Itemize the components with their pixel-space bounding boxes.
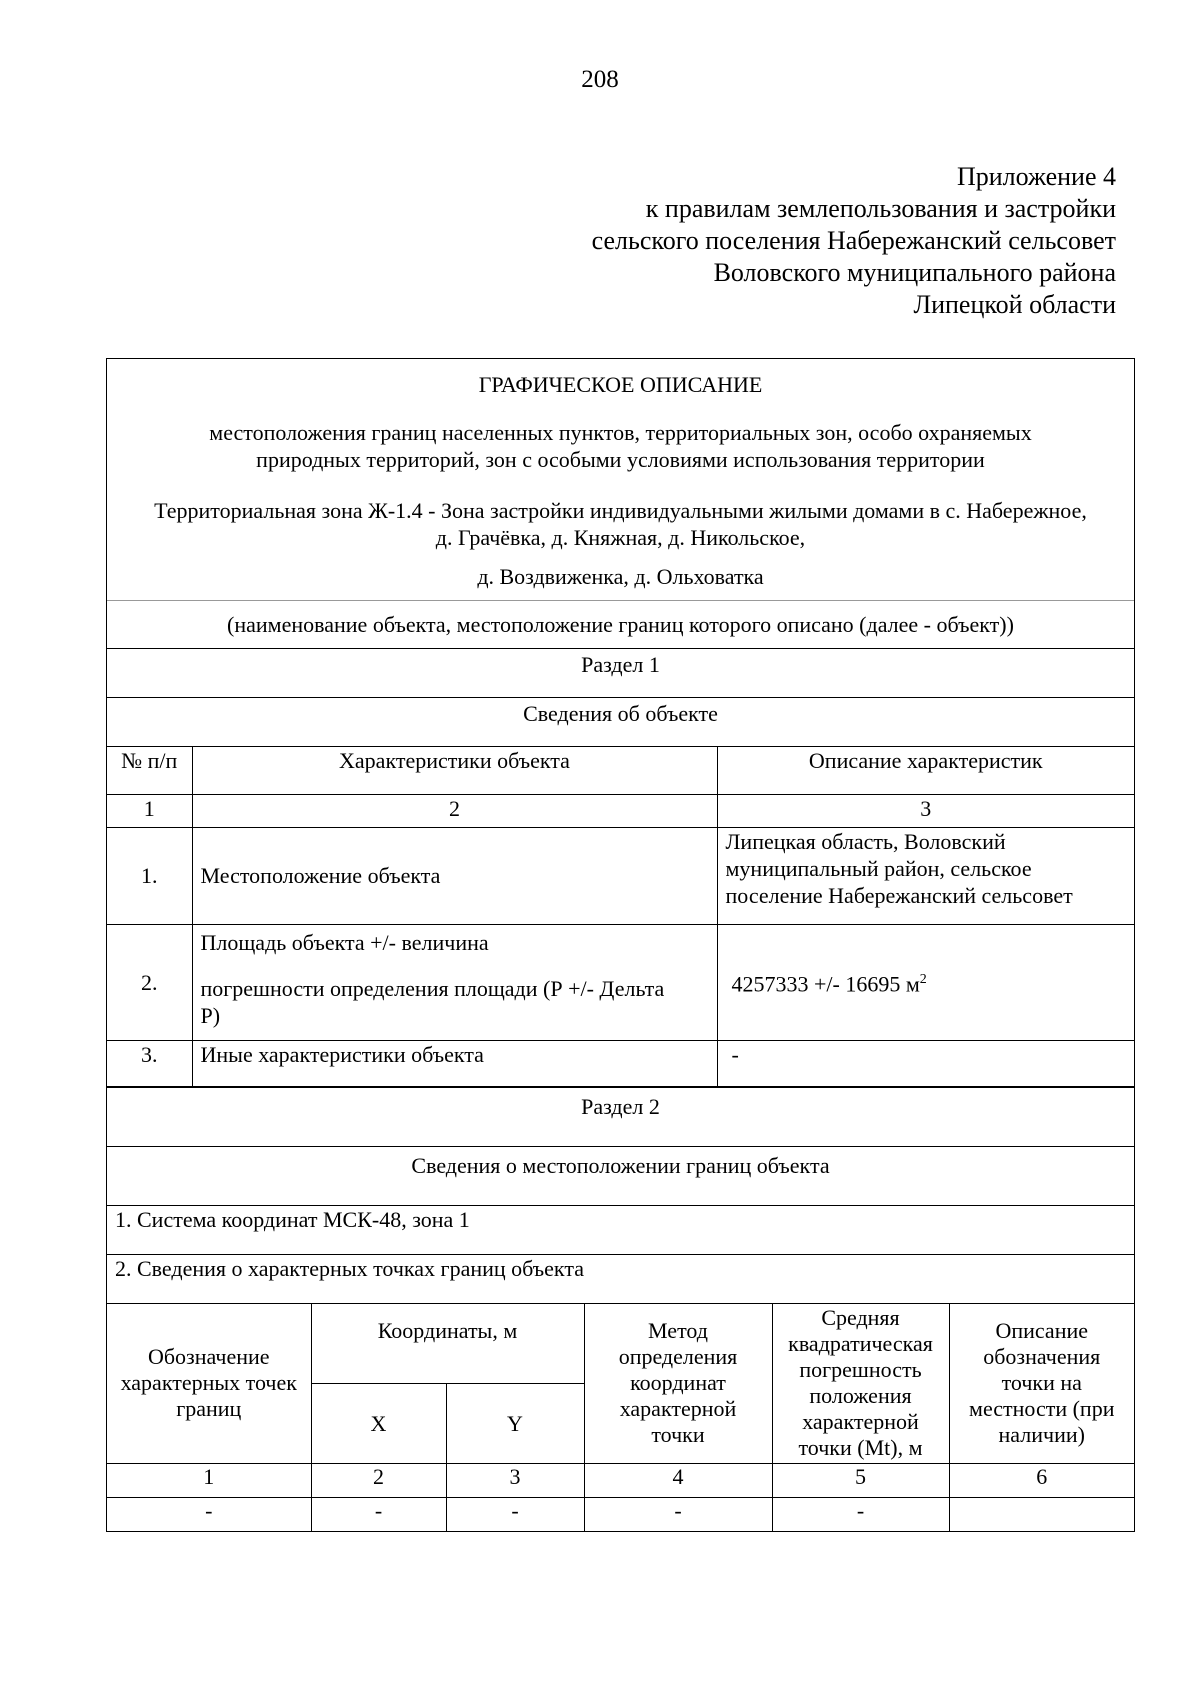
row-number: 2.: [107, 924, 192, 1040]
characteristic-line: Площадь объекта +/- величина: [200, 929, 489, 955]
error-header: [772, 1304, 949, 1464]
column-number: 2: [192, 794, 717, 827]
section2-title: Раздел 2: [107, 1087, 1134, 1147]
table-row: [107, 1040, 1134, 1086]
column-number: 6: [949, 1464, 1134, 1498]
coordinate-system: 1. Система координат МСК-48, зона 1: [107, 1206, 1134, 1255]
object-name-line: д. Воздвиженка, д. Ольховатка: [477, 564, 764, 589]
header-line: квадратическая: [788, 1331, 933, 1357]
header-line: точки: [651, 1422, 705, 1448]
section1-subtitle: Сведения об объекте: [107, 698, 1134, 747]
header-line: Метод: [648, 1318, 708, 1344]
column-number: 4: [584, 1464, 772, 1498]
column-number: 1: [107, 794, 192, 827]
appendix-line: Липецкой области: [913, 290, 1116, 319]
table-cell: -: [446, 1498, 584, 1531]
boundary-points-table: [107, 1304, 1134, 1531]
object-name: [115, 497, 1126, 551]
header-line: положения: [809, 1383, 912, 1409]
table-row: [107, 924, 1134, 1040]
area-value: 4257333 +/- 16695 м: [731, 971, 920, 997]
designation-header: [107, 1304, 311, 1464]
description-line: поселение Набережанский сельсовет: [725, 882, 1073, 908]
header-line: определения: [618, 1344, 738, 1370]
subtitle-line: природных территорий, зон с особыми условиями использования территории: [256, 447, 985, 472]
object-name-line: Территориальная зона Ж-1.4 - Зона застройки индивидуальными жилыми домами в с. Набережное,: [154, 498, 1087, 523]
table-row: [107, 1498, 1134, 1531]
form-header: [107, 359, 1134, 601]
column-header: Описание характеристик: [717, 747, 1134, 794]
table-cell: -: [311, 1498, 446, 1531]
page-number: 208: [581, 66, 619, 93]
table-cell: -: [584, 1498, 772, 1531]
column-header: Характеристики объекта: [192, 747, 717, 794]
coordinates-header: Координаты, м: [311, 1304, 584, 1384]
column-number: 5: [772, 1464, 949, 1498]
description-header: [949, 1304, 1134, 1464]
characteristic: Местоположение объекта: [192, 827, 717, 924]
description-line: Липецкая область, Воловский: [725, 828, 1006, 854]
characteristic-line: Р): [200, 1002, 221, 1028]
header-line: точки на: [1001, 1370, 1082, 1396]
header-line: Обозначение: [147, 1344, 270, 1370]
header-line: наличии): [998, 1422, 1085, 1448]
appendix-line: к правилам землепользования и застройки: [645, 194, 1116, 223]
characteristic-line: погрешности определения площади (Р +/- Дельта: [200, 975, 665, 1001]
y-header: Y: [446, 1384, 584, 1464]
row-number: 3.: [107, 1040, 192, 1086]
form-title: ГРАФИЧЕСКОЕ ОПИСАНИЕ: [478, 372, 763, 397]
graphic-description-form: [106, 358, 1135, 1532]
header-line: обозначения: [983, 1344, 1101, 1370]
points-title: 2. Сведения о характерных точках границ объекта: [107, 1255, 1134, 1304]
section2-subtitle: Сведения о местоположении границ объекта: [107, 1147, 1134, 1206]
column-number: 2: [311, 1464, 446, 1498]
description-line: муниципальный район, сельское: [725, 855, 1032, 881]
table-cell: [949, 1498, 1134, 1531]
header-line: Средняя: [821, 1305, 900, 1331]
table-cell: -: [107, 1498, 311, 1531]
object-name-line: д. Грачёвка, д. Княжная, д. Никольское,: [435, 525, 806, 550]
header-line: погрешность: [799, 1357, 922, 1383]
form-subtitle: [115, 419, 1126, 473]
appendix-line: Воловского муниципального района: [713, 258, 1116, 287]
x-header: X: [311, 1384, 446, 1464]
subtitle-line: местоположения границ населенных пунктов, территориальных зон, особо охраняемых: [209, 420, 1032, 445]
header-line: Описание: [995, 1318, 1089, 1344]
column-number: 3: [717, 794, 1134, 827]
characteristic-description: -: [717, 1040, 1134, 1086]
row-number: 1.: [107, 827, 192, 924]
header-line: характерных точек: [120, 1370, 297, 1396]
table-row: [107, 827, 1134, 924]
area-unit-superscript: 2: [919, 972, 927, 988]
appendix-header: [592, 161, 1116, 321]
column-number: 1: [107, 1464, 311, 1498]
characteristic: Иные характеристики объекта: [192, 1040, 717, 1086]
method-header: [584, 1304, 772, 1464]
header-line: местности (при: [969, 1396, 1115, 1422]
object-info-table: [107, 747, 1134, 1087]
characteristic: [192, 924, 717, 1040]
characteristic-description: [717, 924, 1134, 1040]
column-header: № п/п: [107, 747, 192, 794]
object-caption: (наименование объекта, местоположение границ которого описано (далее - объект)): [107, 601, 1134, 649]
section1-title: Раздел 1: [107, 649, 1134, 698]
table-cell: -: [772, 1498, 949, 1531]
header-line: границ: [176, 1396, 242, 1422]
appendix-line: Приложение 4: [956, 162, 1116, 191]
header-line: характерной: [802, 1409, 919, 1435]
appendix-line: сельского поселения Набережанский сельсовет: [591, 226, 1116, 255]
column-number: 3: [446, 1464, 584, 1498]
header-line: характерной: [619, 1396, 737, 1422]
header-line: координат: [630, 1370, 726, 1396]
header-line: точки (Mt), м: [798, 1435, 923, 1461]
characteristic-description: [717, 827, 1134, 924]
